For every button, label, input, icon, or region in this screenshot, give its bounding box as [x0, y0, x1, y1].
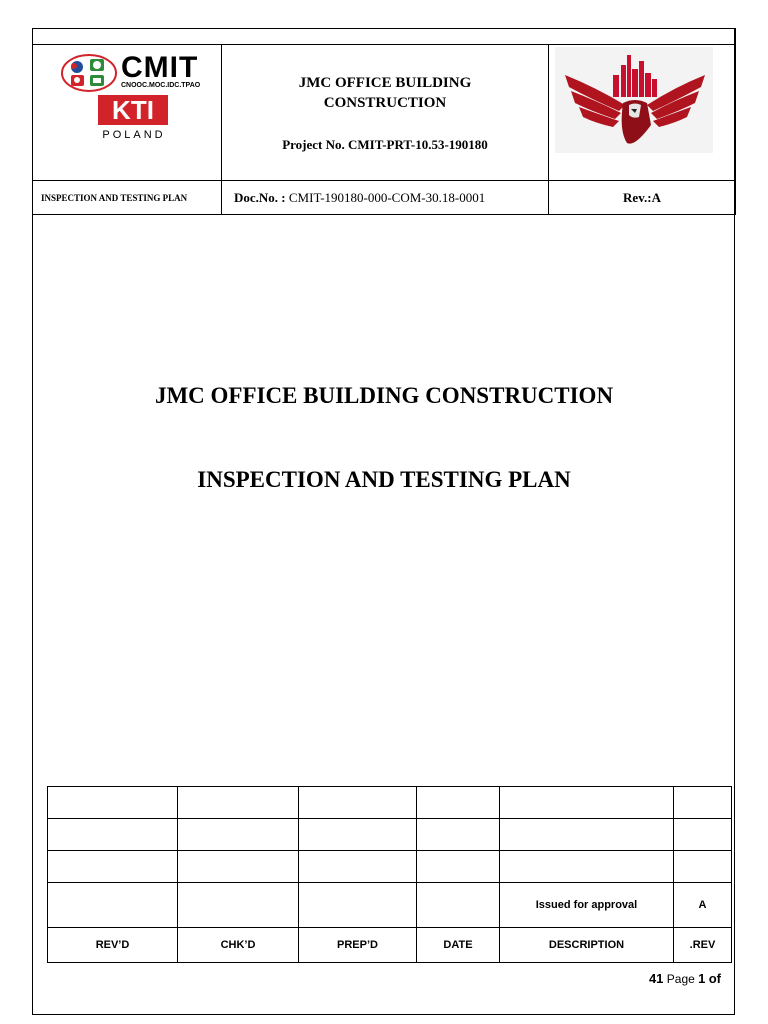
eagle-logo	[555, 47, 713, 153]
revision-code: Rev.:A	[549, 181, 736, 215]
revision-table	[47, 786, 732, 963]
company-logos	[33, 45, 222, 181]
table-cell	[500, 851, 674, 883]
cmit-tagline: CNOOC.MOC.IDC.TPAO	[121, 82, 201, 89]
cmit-logo	[61, 53, 221, 93]
page-of: of	[708, 971, 721, 986]
table-cell	[500, 787, 674, 819]
table-cell	[299, 787, 417, 819]
column-header: DATE	[417, 928, 500, 963]
kti-country: POLAND	[102, 129, 166, 141]
table-cell	[48, 819, 178, 851]
page-current: 1	[698, 971, 706, 986]
table-cell: Issued for approval	[500, 883, 674, 928]
table-cell	[674, 819, 732, 851]
table-cell	[178, 787, 299, 819]
table-cell	[674, 851, 732, 883]
cmit-wordmark: CMIT	[121, 51, 199, 84]
column-header: .REV	[674, 928, 732, 963]
table-cell	[48, 851, 178, 883]
cmit-emblem-icon	[61, 53, 119, 93]
page-label: Page	[666, 972, 695, 986]
column-header: PREP’D	[299, 928, 417, 963]
table-cell	[178, 851, 299, 883]
header-title-line1: JMC OFFICE BUILDING	[298, 74, 472, 91]
document-number-label: Doc.No. :	[234, 189, 286, 205]
project-number: Project No. CMIT-PRT-10.53-190180	[282, 136, 488, 152]
document-title: JMC OFFICE BUILDING CONSTRUCTION	[154, 383, 614, 408]
table-cell	[417, 851, 500, 883]
document-number-value: CMIT-190180-000-COM-30.18-0001	[288, 189, 486, 205]
header-title-line2: CONSTRUCTION	[323, 94, 447, 111]
table-cell	[299, 819, 417, 851]
column-header: CHK’D	[178, 928, 299, 963]
header-top-strip	[33, 29, 736, 45]
page-number	[649, 971, 721, 986]
column-header: DESCRIPTION	[500, 928, 674, 963]
table-row	[48, 883, 732, 928]
table-row	[48, 787, 732, 819]
table-header-row	[48, 928, 732, 963]
column-header: REV’D	[48, 928, 178, 963]
table-cell	[48, 883, 178, 928]
table-cell	[500, 819, 674, 851]
table-cell: A	[674, 883, 732, 928]
document-type: INSPECTION AND TESTING PLAN	[33, 181, 222, 215]
table-cell	[417, 883, 500, 928]
document-subtitle: INSPECTION AND TESTING PLAN	[197, 467, 571, 492]
table-cell	[417, 819, 500, 851]
document-number	[222, 181, 549, 215]
eagle-city-icon	[555, 47, 713, 153]
table-row	[48, 851, 732, 883]
table-cell	[48, 787, 178, 819]
eagle-logo-cell	[549, 45, 736, 181]
header-title-block	[222, 45, 549, 181]
table-cell	[299, 883, 417, 928]
table-row	[48, 819, 732, 851]
table-cell	[299, 851, 417, 883]
table-cell	[178, 819, 299, 851]
kti-logo: KTI	[98, 95, 168, 125]
table-cell	[178, 883, 299, 928]
table-cell	[674, 787, 732, 819]
document-header	[32, 28, 736, 215]
page-total: 41	[648, 971, 664, 986]
table-cell	[417, 787, 500, 819]
